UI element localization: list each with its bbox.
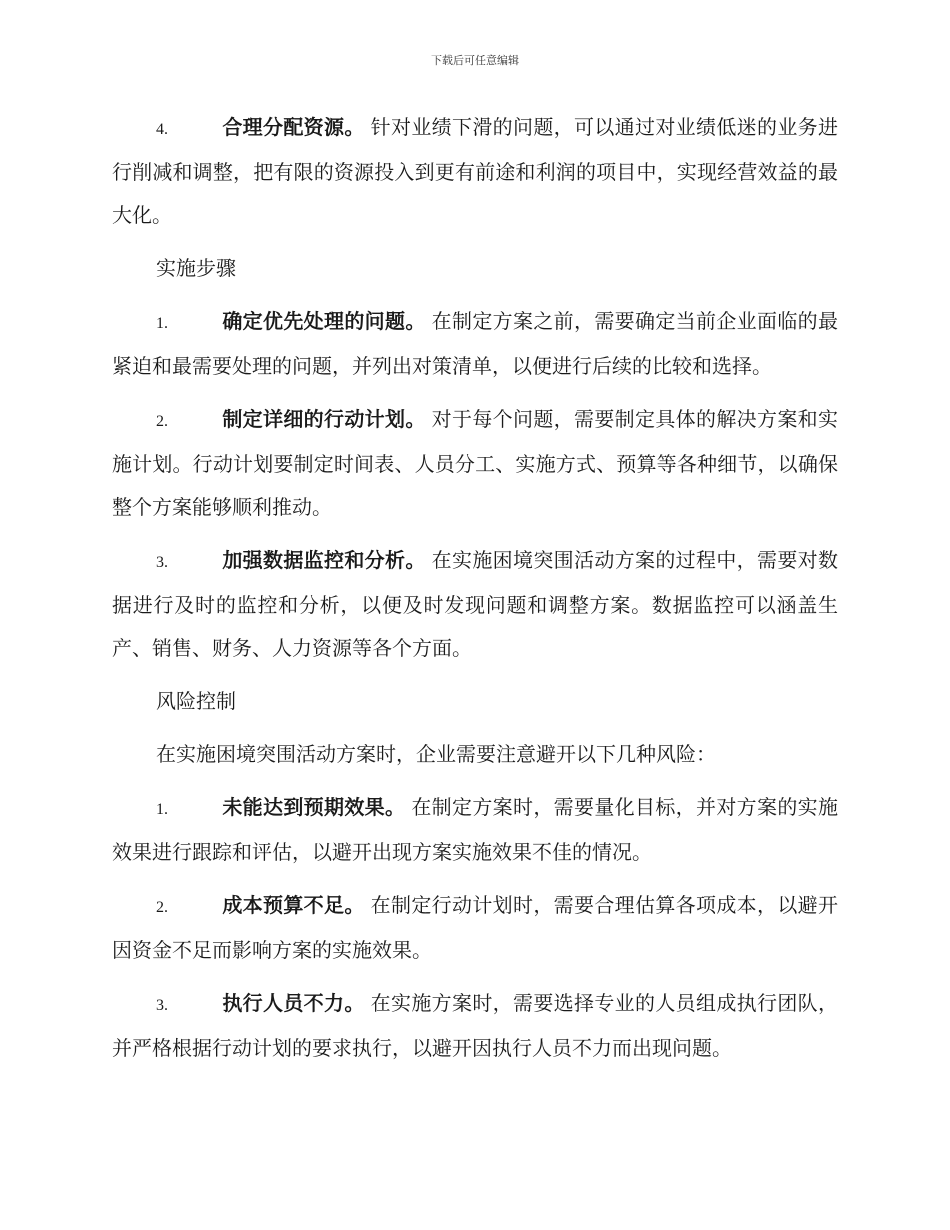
section-heading-risk: 风险控制 xyxy=(156,689,236,713)
list-item-step-2 xyxy=(112,398,838,529)
list-item-step-1 xyxy=(112,300,838,388)
item-number: 2. xyxy=(156,899,168,916)
item-body: 针对业绩下滑的问题，可以通过对业绩低迷的业务进行削减和调整，把有限的资源投入到更有前途和利润的项目中，实现经营效益的最大化。 xyxy=(112,115,839,227)
item-body: 在实施困境突围活动方案的过程中，需要对数据进行及时的监控和分析，以便及时发现问题和调整方案。数据监控可以涵盖生产、销售、财务、人力资源等各个方面。 xyxy=(112,548,839,660)
item-lead: 成本预算不足。 xyxy=(222,893,365,917)
item-lead: 确定优先处理的问题。 xyxy=(222,309,426,333)
section-heading-steps: 实施步骤 xyxy=(156,256,236,280)
item-number: 3. xyxy=(156,997,168,1014)
item-body: 在制定方案之前，需要确定当前企业面临的最紧迫和最需要处理的问题，并列出对策清单，以便进行后续的比较和选择。 xyxy=(112,309,839,378)
item-body: 对于每个问题，需要制定具体的解决方案和实施计划。行动计划要制定时间表、人员分工、实施方式、预算等各种细节，以确保整个方案能够顺利推动。 xyxy=(112,407,839,519)
document-body xyxy=(112,106,838,1080)
page-header: 下载后可任意编辑 xyxy=(431,54,519,67)
item-number: 2. xyxy=(156,413,168,430)
item-lead: 执行人员不力。 xyxy=(222,991,365,1015)
item-lead: 合理分配资源。 xyxy=(222,115,365,139)
risk-intro-paragraph: 在实施困境突围活动方案时，企业需要注意避开以下几种风险： xyxy=(156,742,716,766)
item-number: 1. xyxy=(156,315,168,332)
item-lead: 加强数据监控和分析。 xyxy=(222,548,426,572)
list-item-risk-1 xyxy=(112,786,838,874)
list-item-risk-2 xyxy=(112,884,838,972)
item-body: 在制定行动计划时，需要合理估算各项成本，以避开因资金不足而影响方案的实施效果。 xyxy=(112,893,839,962)
list-item-step-3 xyxy=(112,539,838,670)
list-item-resource xyxy=(112,106,838,237)
item-number: 3. xyxy=(156,554,168,571)
item-lead: 制定详细的行动计划。 xyxy=(222,407,426,431)
item-lead: 未能达到预期效果。 xyxy=(222,795,406,819)
item-number: 4. xyxy=(156,121,168,138)
list-item-risk-3 xyxy=(112,982,838,1070)
item-body: 在实施方案时，需要选择专业的人员组成执行团队，并严格根据行动计划的要求执行，以避开因执行人员不力而出现问题。 xyxy=(112,991,839,1060)
item-number: 1. xyxy=(156,801,168,818)
item-body: 在制定方案时，需要量化目标，并对方案的实施效果进行跟踪和评估，以避开出现方案实施效果不佳的情况。 xyxy=(112,795,839,864)
